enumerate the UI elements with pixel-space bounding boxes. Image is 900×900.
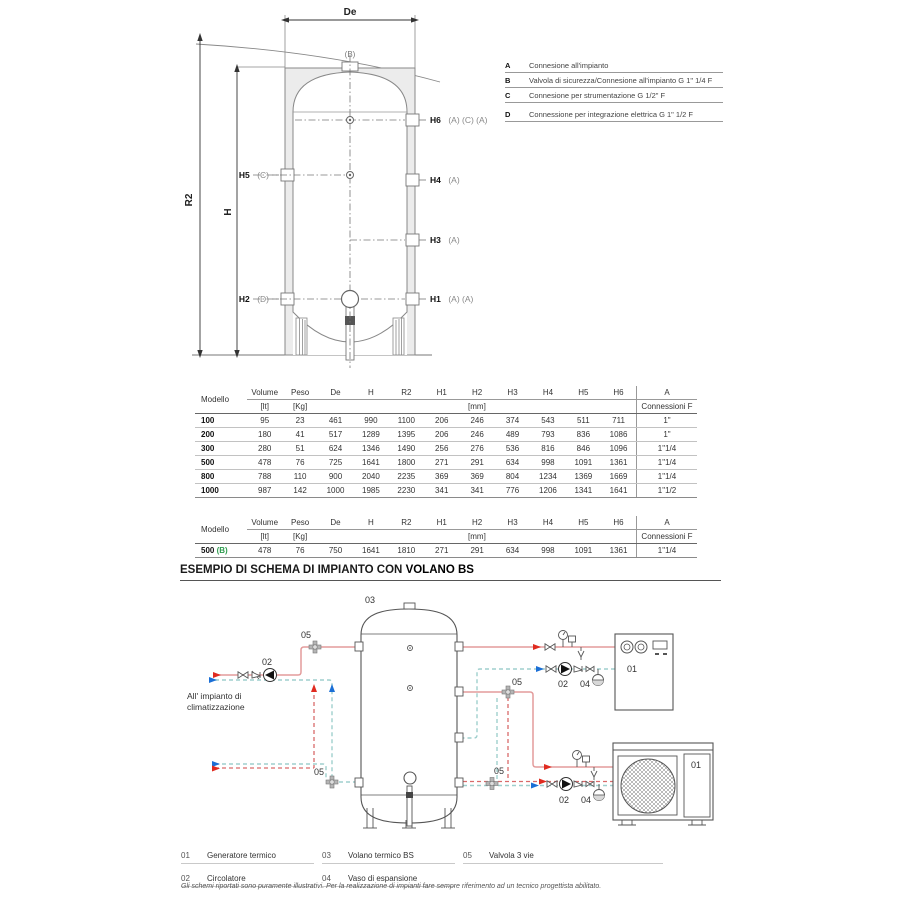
legend-label: Vaso di espansione (348, 874, 418, 883)
legend-desc: Connesione all'impianto (529, 61, 609, 70)
cell: 793 (530, 428, 565, 442)
valve-number-label: 05 (512, 677, 523, 687)
heat-pump-unit (613, 743, 713, 825)
cell: 517 (318, 428, 353, 442)
col-header: H5 (566, 386, 601, 400)
cell: 987 (247, 484, 282, 498)
cell: 246 (459, 428, 494, 442)
pump-number-label: 02 (558, 679, 569, 689)
cell: 1"1/4 (637, 470, 698, 484)
model-variant-badge: (B) (216, 546, 228, 555)
h2-label: H2 (D) (238, 294, 269, 304)
cell: 206 (424, 414, 459, 428)
cell: 804 (495, 470, 530, 484)
cell: 1"1/4 (637, 442, 698, 456)
piping-schematic (0, 590, 900, 850)
component-legend (181, 847, 663, 887)
table-row (195, 456, 697, 470)
col-header: H3 (495, 516, 530, 530)
caption-line: All' impianto di (187, 691, 242, 701)
cell: 291 (459, 456, 494, 470)
legend-row-c (505, 88, 723, 103)
cell: 41 (282, 428, 317, 442)
cell: 500 (195, 456, 247, 470)
r2-label: R2 (184, 193, 195, 207)
legend-number: 03 (322, 851, 331, 860)
valve-number-label: 05 (301, 630, 312, 640)
cell: 1091 (566, 544, 601, 558)
valve-number-label: 05 (314, 767, 325, 777)
cell: 291 (459, 544, 494, 558)
cell: 142 (282, 484, 317, 498)
cell: 1641 (353, 544, 388, 558)
cell: 900 (318, 470, 353, 484)
col-header: Modello (195, 386, 247, 414)
cell: 788 (247, 470, 282, 484)
col-header: Peso (282, 516, 317, 530)
cell: 1"1/4 (637, 456, 698, 470)
cell: 1289 (353, 428, 388, 442)
col-header: Modello (195, 516, 247, 544)
legend-key: C (505, 91, 511, 100)
col-header: H2 (459, 386, 494, 400)
col-header: H6 (601, 386, 636, 400)
legend-desc: Connessione per integrazione elettrica G 1" 1/2 F (529, 110, 694, 119)
cell: 711 (601, 414, 636, 428)
cell: 461 (318, 414, 353, 428)
cell: 836 (566, 428, 601, 442)
cell: 280 (247, 442, 282, 456)
connection-legend (505, 58, 723, 122)
h4-label: H4 (A) (430, 175, 460, 185)
cell: 246 (459, 414, 494, 428)
legend-row-a (505, 58, 723, 73)
unit-header: [Kg] (282, 530, 317, 544)
cell: 1641 (353, 456, 388, 470)
cell: 76 (282, 456, 317, 470)
legend-label: Volano termico BS (348, 851, 414, 860)
cell: 1000 (195, 484, 247, 498)
legend-row-d (505, 107, 723, 122)
col-header: H6 (601, 516, 636, 530)
col-header: H3 (495, 386, 530, 400)
unit-header: Connessioni F (637, 400, 698, 414)
generator-number-label: 01 (691, 760, 702, 770)
col-header: H4 (530, 386, 565, 400)
generator-number-label: 01 (627, 664, 638, 674)
cell: 1" (637, 414, 698, 428)
safety-group-icons (559, 631, 598, 781)
cell: 51 (282, 442, 317, 456)
cell: 1206 (530, 484, 565, 498)
cell: 369 (459, 470, 494, 484)
cell: 634 (495, 456, 530, 470)
cell: 1985 (353, 484, 388, 498)
col-header: H5 (566, 516, 601, 530)
valve-number-label: 05 (494, 766, 505, 776)
cell: 110 (282, 470, 317, 484)
cell: 1810 (389, 544, 424, 558)
legend-item-valvola (463, 847, 663, 864)
header-row (195, 386, 697, 400)
title-product: VOLANO BS (405, 564, 474, 576)
cell: 271 (424, 456, 459, 470)
header-row (195, 516, 697, 530)
cell: 478 (247, 456, 282, 470)
legend-number: 02 (181, 874, 190, 883)
col-header: De (318, 386, 353, 400)
col-header: H1 (424, 386, 459, 400)
cell: 341 (459, 484, 494, 498)
cell: 489 (495, 428, 530, 442)
cell: 846 (566, 442, 601, 456)
cell: 478 (247, 544, 282, 558)
unit-header: Connessioni F (637, 530, 698, 544)
vessel-number-label: 04 (581, 795, 592, 805)
unit-header: [lt] (247, 530, 282, 544)
cell: 2230 (389, 484, 424, 498)
legend-number: 01 (181, 851, 190, 860)
de-label: De (343, 7, 357, 18)
spec-table-variant (195, 516, 697, 558)
unit-header: [lt] (247, 400, 282, 414)
cell: 2235 (389, 470, 424, 484)
cell: 1669 (601, 470, 636, 484)
legend-row-b (505, 73, 723, 88)
col-header: H4 (530, 516, 565, 530)
cell: 300 (195, 442, 247, 456)
cell: 23 (282, 414, 317, 428)
cell: 369 (424, 470, 459, 484)
col-header: Volume (247, 386, 282, 400)
cell: 1" (637, 428, 698, 442)
h5-label: H5 (C) (238, 170, 269, 180)
cell: 1346 (353, 442, 388, 456)
cell: 2040 (353, 470, 388, 484)
cell: 1490 (389, 442, 424, 456)
cell: 624 (318, 442, 353, 456)
h1-label: H1 (A) (A) (430, 294, 474, 304)
cell: 276 (459, 442, 494, 456)
col-header: A (637, 386, 698, 400)
cell: 1361 (601, 456, 636, 470)
legend-key: A (505, 61, 511, 70)
h-label: H (223, 208, 234, 216)
cell: 1086 (601, 428, 636, 442)
pump-number-label: 02 (262, 657, 273, 667)
units-row (195, 400, 697, 414)
vessel-number-label: 04 (580, 679, 591, 689)
schema-section-title (180, 564, 721, 581)
legend-label: Circolatore (207, 874, 246, 883)
tank-number-label: 03 (365, 595, 376, 605)
col-header: H (353, 386, 388, 400)
cell: 1096 (601, 442, 636, 456)
col-header: Volume (247, 516, 282, 530)
col-header: A (637, 516, 698, 530)
cell: 543 (530, 414, 565, 428)
col-header: R2 (389, 386, 424, 400)
cell: 1395 (389, 428, 424, 442)
cell (195, 544, 247, 558)
dimension-diagram (0, 0, 900, 382)
table-row (195, 442, 697, 456)
cell: 1800 (389, 456, 424, 470)
cell: 998 (530, 544, 565, 558)
col-header: H1 (424, 516, 459, 530)
cell: 800 (195, 470, 247, 484)
cell: 256 (424, 442, 459, 456)
caption-line: climatizzazione (187, 702, 245, 712)
unit-header: [mm] (318, 530, 637, 544)
legend-label: Valvola 3 vie (489, 851, 534, 860)
cell: 206 (424, 428, 459, 442)
cell: 511 (566, 414, 601, 428)
b-label: (B) (344, 50, 356, 59)
cell: 1"1/4 (637, 544, 698, 558)
cell: 998 (530, 456, 565, 470)
col-header: H (353, 516, 388, 530)
h6-label: H6 (A) (C) (A) (430, 115, 488, 125)
cell: 100 (195, 414, 247, 428)
cell: 990 (353, 414, 388, 428)
table-row (195, 428, 697, 442)
cell: 200 (195, 428, 247, 442)
units-row (195, 530, 697, 544)
cell: 776 (495, 484, 530, 498)
boiler-unit (615, 634, 673, 710)
legend-desc: Valvola di sicurezza/Connesione all'impianto G 1" 1/4 F (529, 76, 713, 85)
cell: 271 (424, 544, 459, 558)
cell: 634 (495, 544, 530, 558)
cell: 374 (495, 414, 530, 428)
spec-table-main (195, 386, 697, 498)
cell: 1"1/2 (637, 484, 698, 498)
table-row (195, 484, 697, 498)
h3-label: H3 (A) (430, 235, 460, 245)
cell: 1234 (530, 470, 565, 484)
model-number: 500 (201, 546, 215, 555)
pump-number-label: 02 (559, 795, 570, 805)
cell: 536 (495, 442, 530, 456)
legend-key: B (505, 76, 511, 85)
cell: 76 (282, 544, 317, 558)
unit-header: [mm] (318, 400, 637, 414)
cell: 341 (424, 484, 459, 498)
title-prefix: ESEMPIO DI SCHEMA DI IMPIANTO CON (180, 564, 406, 576)
col-header: H2 (459, 516, 494, 530)
legend-item-generatore (181, 847, 314, 864)
table-row (195, 544, 697, 558)
cell: 1361 (601, 544, 636, 558)
buffer-tank (355, 603, 463, 828)
col-header: De (318, 516, 353, 530)
col-header: R2 (389, 516, 424, 530)
cell: 1000 (318, 484, 353, 498)
table-row (195, 470, 697, 484)
cell: 816 (530, 442, 565, 456)
disclaimer-note: Gli schemi riportati sono puramente illustrativi. Per la realizzazione di impianti fare sempre riferimento ad un tecnico progettista abilitato. (181, 883, 602, 890)
cell: 750 (318, 544, 353, 558)
cell: 1091 (566, 456, 601, 470)
cell: 180 (247, 428, 282, 442)
cell: 1341 (566, 484, 601, 498)
cell: 1100 (389, 414, 424, 428)
cell: 725 (318, 456, 353, 470)
legend-number: 04 (322, 874, 331, 883)
col-header: Peso (282, 386, 317, 400)
climate-system-caption (187, 691, 245, 713)
legend-key: D (505, 110, 511, 119)
legend-label: Generatore termico (207, 851, 276, 860)
cell: 1641 (601, 484, 636, 498)
legend-number: 05 (463, 851, 472, 860)
table-row (195, 414, 697, 428)
cell: 1369 (566, 470, 601, 484)
legend-item-volano (322, 847, 455, 864)
cell: 95 (247, 414, 282, 428)
legend-desc: Connesione per strumentazione G 1/2" F (529, 91, 666, 100)
fan-icon (621, 759, 675, 813)
unit-header: [Kg] (282, 400, 317, 414)
